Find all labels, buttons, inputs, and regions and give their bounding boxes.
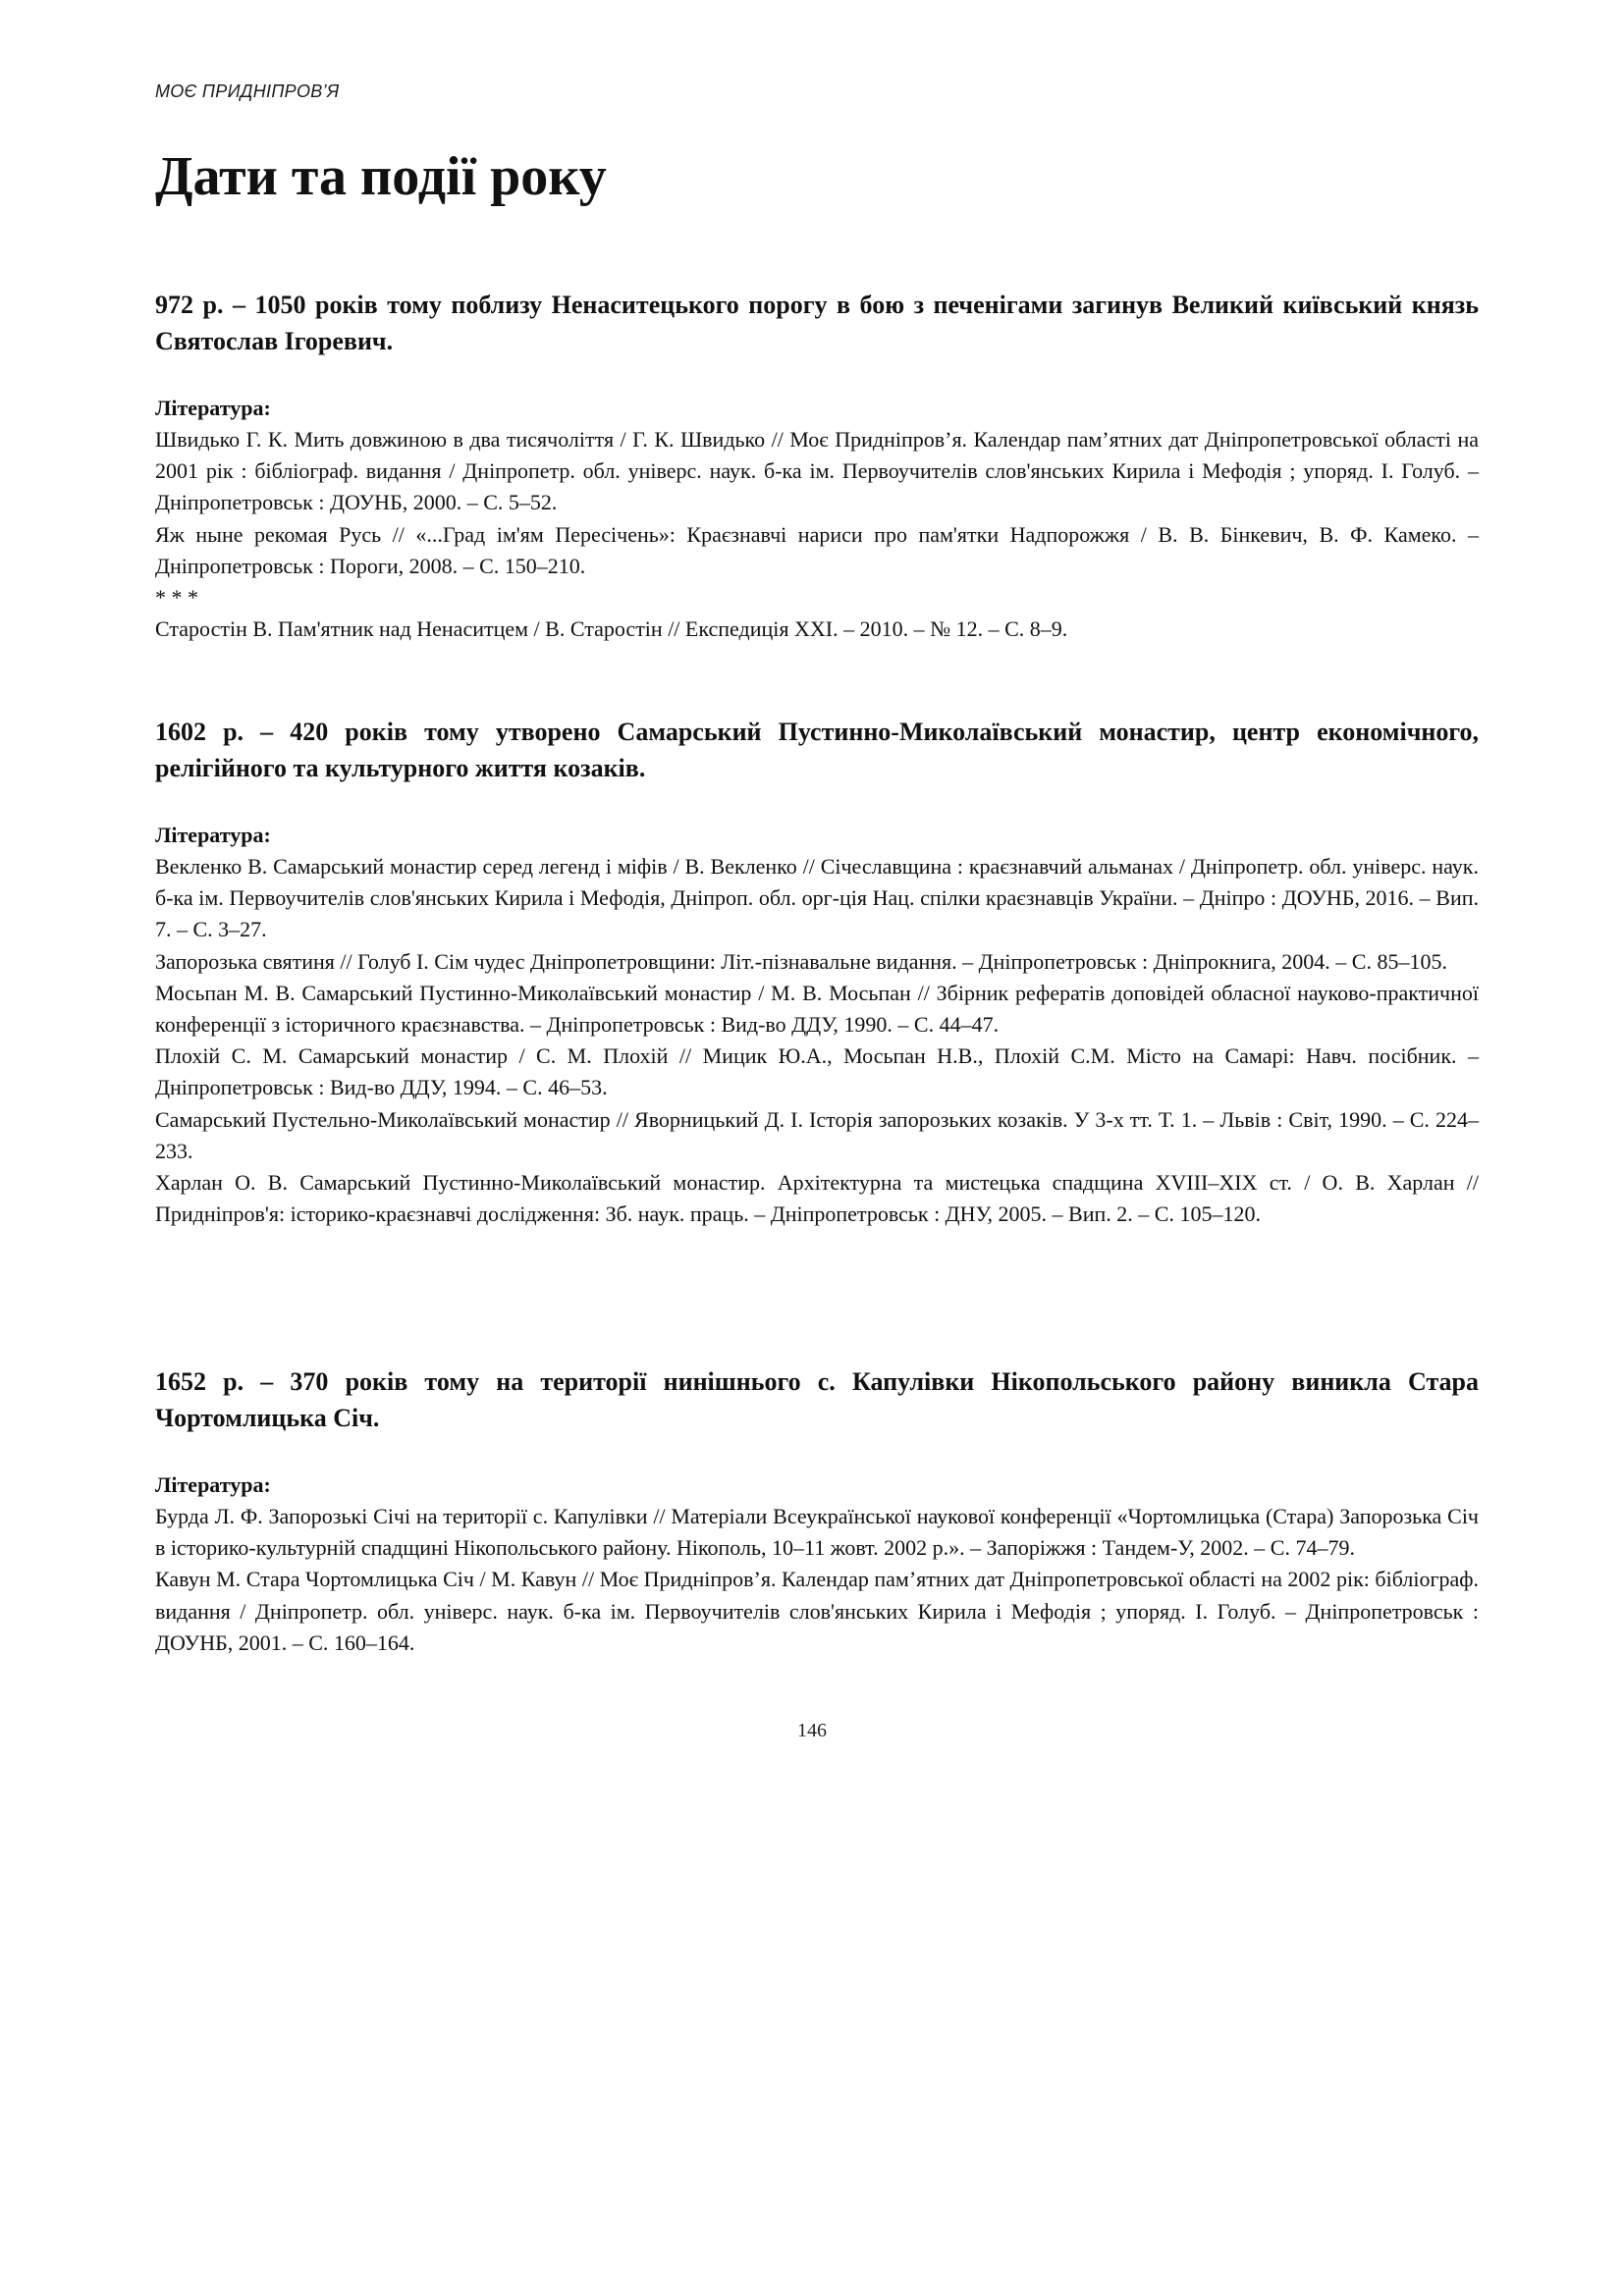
literature-entry: Яж ныне рекомая Русь // «...Град ім'ям Пересічень»: Краєзнавчі нариси про пам'ятки Надпорожжя / В. В. Бінкевич, В. Ф. Камеко. – Дніпропетровськ : Пороги, 2008. – С. 150–210. — [155, 521, 1479, 578]
literature-label: Література: — [155, 396, 271, 420]
literature-list — [155, 1501, 1479, 1659]
event-heading: 1652 р. – 370 років тому на території нинішнього с. Капулівки Нікопольського району виникла Стара Чортомлицька Січ. — [155, 1367, 1479, 1432]
literature-entry: Самарський Пустельно-Миколаївський монастир // Яворницький Д. І. Історія запорозьких козаків. У 3-х тт. Т. 1. – Львів : Світ, 1990. – С. 224–233. — [155, 1106, 1479, 1163]
literature-entry: Кавун М. Стара Чортомлицька Січ / М. Кавун // Моє Придніпров’я. Календар пам’ятних дат Дніпропетровської області на 2002 рік: бібліограф. видання / Дніпропетр. обл. універс. наук. б-ка ім. Первоучителів слов'янських Кирила і Мефодія ; упоряд. І. Голуб. – Дніпропетровськ : ДОУНБ, 2001. – С. 160–164. — [155, 1567, 1479, 1655]
literature-entry: Бурда Л. Ф. Запорозькі Січі на території с. Капулівки // Матеріали Всеукраїнської наукової конференції «Чортомлицька (Стара) Запорозька Січ в історико-культурній спадщині Нікопольського району. Нікополь, 10–11 жовт. 2002 р.». – Запоріжжя : Тандем-У, 2002. – С. 74–79. — [155, 1504, 1479, 1561]
page-title: Дати та події року — [155, 146, 607, 207]
literature-entry: Векленко В. Самарський монастир серед легенд і міфів / В. Векленко // Січеславщина : краєзнавчий альманах / Дніпропетр. обл. універс. наук. б-ка ім. Первоучителів слов'янських Кирила і Мефодія, Дніпроп. обл. орг-ція Нац. спілки краєзнавців України. – Дніпро : ДОУНБ, 2016. – Вип. 7. – С. 3–27. — [155, 854, 1479, 942]
literature-list — [155, 424, 1479, 645]
page-number: 146 — [797, 1720, 827, 1741]
event-section — [155, 287, 1479, 645]
event-heading: 1602 р. – 420 років тому утворено Самарський Пустинно-Миколаївський монастир, центр економічного, релігійного та культурного життя козаків. — [155, 718, 1479, 782]
literature-entry: Плохій С. М. Самарський монастир / С. М. Плохій // Мицик Ю.А., Мосьпан Н.В., Плохій С.М. Місто на Самарі: Навч. посібник. – Дніпропетровськ : Вид-во ДДУ, 1994. – С. 46–53. — [155, 1043, 1479, 1100]
literature-entry: Харлан О. В. Самарський Пустинно-Миколаївський монастир. Архітектурна та мистецька спадщина XVIII–XIX ст. / О. В. Харлан // Придніпров'я: історико-краєзнавчі дослідження: Зб. наук. праць. – Дніпропетровськ : ДНУ, 2005. – Вип. 2. – С. 105–120. — [155, 1170, 1479, 1227]
literature-entry: Мосьпан М. В. Самарський Пустинно-Миколаївський монастир / М. В. Мосьпан // Збірник рефератів доповідей обласної науково-практичної конференції з історичного краєзнавства. – Дніпропетровськ : Вид-во ДДУ, 1990. – С. 44–47. — [155, 980, 1479, 1038]
literature-entry: Старостін В. Пам'ятник над Ненаситцем / В. Старостін // Експедиція ХХІ. – 2010. – № 12. – С. 8–9. — [155, 616, 1068, 642]
separator-asterisks: * * * — [155, 585, 198, 611]
literature-label: Література: — [155, 1472, 271, 1497]
event-section — [155, 1363, 1479, 1659]
event-heading: 972 р. – 1050 років тому поблизу Ненаситецького порогу в бою з печенігами загинув Великий київський князь Святослав Ігоревич. — [155, 291, 1479, 355]
running-header: МОЄ ПРИДНІПРОВ’Я — [155, 81, 340, 101]
literature-entry: Швидько Г. К. Мить довжиною в два тисячоліття / Г. К. Швидько // Моє Придніпров’я. Календар пам’ятних дат Дніпропетровської області на 2001 рік : бібліограф. видання / Дніпропетр. обл. універс. наук. б-ка ім. Первоучителів слов'янських Кирила і Мефодія ; упоряд. І. Голуб. – Дніпропетровськ : ДОУНБ, 2000. – С. 5–52. — [155, 427, 1479, 515]
literature-label: Література: — [155, 823, 271, 847]
event-section — [155, 714, 1479, 1230]
literature-list — [155, 851, 1479, 1230]
literature-entry: Запорозька святиня // Голуб І. Сім чудес Дніпропетровщини: Літ.-пізнавальне видання. – Дніпропетровськ : Дніпрокнига, 2004. – С. 85–105. — [155, 948, 1447, 974]
